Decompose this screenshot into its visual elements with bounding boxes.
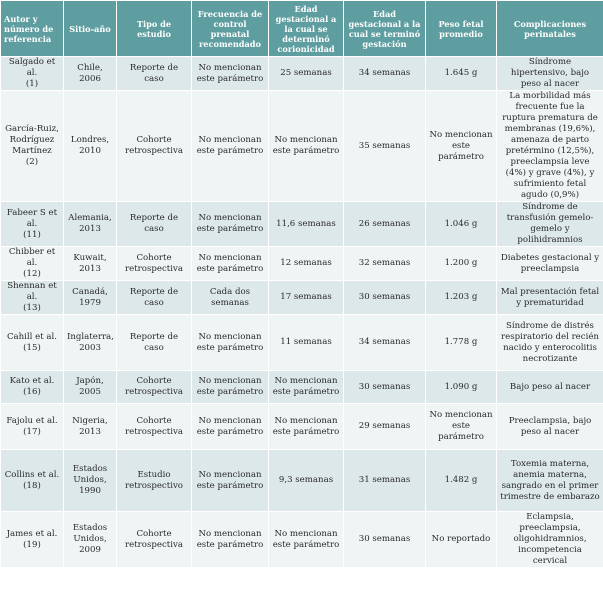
complications-cell: Síndrome de distrés respiratorio del recién nacido y enterocolitis necrotizante [497, 315, 603, 371]
fetal-weight-cell: 1.200 g [426, 247, 497, 281]
table-body [1, 57, 603, 568]
complications-cell: Bajo peso al nacer [497, 371, 603, 404]
termination-age-cell: 34 semanas [344, 315, 426, 371]
chorionicity-age-cell: 17 semanas [269, 281, 344, 315]
reference-number: (18) [23, 480, 41, 491]
complications-cell: Diabetes gestacional y preeclampsia [497, 247, 603, 281]
table-row [1, 247, 603, 281]
termination-age-cell: 35 semanas [344, 91, 426, 202]
chorionicity-age-cell: 11,6 semanas [269, 202, 344, 247]
prenatal-control-cell: No mencionan este parámetro [192, 404, 269, 450]
header-termination-age: Edad gestacional a la cual se terminó gestación [344, 1, 426, 57]
termination-age-cell: 29 semanas [344, 404, 426, 450]
table-row [1, 315, 603, 371]
study-type-cell: Cohorte retrospectiva [117, 512, 192, 568]
reference-number: (2) [25, 157, 39, 167]
termination-age-cell: 30 semanas [344, 371, 426, 404]
study-type-cell: Cohorte retrospectiva [117, 371, 192, 404]
study-type-cell: Reporte de caso [117, 57, 192, 91]
site-cell: Chile, 2006 [64, 57, 117, 91]
site-cell: Nigeria, 2013 [64, 404, 117, 450]
author-cell [1, 247, 64, 281]
fetal-weight-cell: 1.090 g [426, 371, 497, 404]
author-name: Chibber et al. [8, 247, 56, 268]
prenatal-control-cell: No mencionan este parámetro [192, 512, 269, 568]
author-cell [1, 404, 64, 450]
header-fetal-weight: Peso fetal promedio [426, 1, 497, 57]
fetal-weight-cell: 1.778 g [426, 315, 497, 371]
prenatal-control-cell: No mencionan este parámetro [192, 315, 269, 371]
author-name: Shennan et al. [7, 281, 57, 302]
author-name: Collins et al. [4, 469, 60, 480]
reference-number: (1) [25, 79, 39, 89]
chorionicity-age-cell: 12 semanas [269, 247, 344, 281]
chorionicity-age-cell: 11 semanas [269, 315, 344, 371]
table-row [1, 202, 603, 247]
site-cell: Canadá, 1979 [64, 281, 117, 315]
reference-number: (15) [23, 342, 41, 353]
prenatal-control-cell: No mencionan este parámetro [192, 57, 269, 91]
site-cell: Estados Unidos, 2009 [64, 512, 117, 568]
prenatal-control-cell: Cada dos semanas [192, 281, 269, 315]
table-header [1, 1, 603, 57]
reference-number: (19) [23, 539, 41, 550]
fetal-weight-cell: No reportado [426, 512, 497, 568]
prenatal-control-cell: No mencionan este parámetro [192, 247, 269, 281]
reference-number: (13) [23, 303, 41, 313]
fetal-weight-cell: 1.046 g [426, 202, 497, 247]
fetal-weight-cell: 1.203 g [426, 281, 497, 315]
author-cell [1, 281, 64, 315]
termination-age-cell: 31 semanas [344, 450, 426, 512]
author-name: Fabeer S et al. [6, 207, 58, 229]
complications-cell: Toxemia materna, anemia materna, sangrado en el primer trimestre de embarazo [497, 450, 603, 512]
study-type-cell: Reporte de caso [117, 315, 192, 371]
site-cell: Kuwait, 2013 [64, 247, 117, 281]
chorionicity-age-cell: No mencionan este parámetro [269, 404, 344, 450]
header-chorionicity-age: Edad gestacional a la cual se determinó corionicidad [269, 1, 344, 57]
termination-age-cell: 32 semanas [344, 247, 426, 281]
table-row [1, 450, 603, 512]
prenatal-control-cell: No mencionan este parámetro [192, 91, 269, 202]
complications-cell: Síndrome de transfusión gemelo-gemelo y polihidramnios [497, 202, 603, 247]
header-row [1, 1, 603, 57]
fetal-weight-cell: 1.645 g [426, 57, 497, 91]
site-cell: Japón, 2005 [64, 371, 117, 404]
complications-cell: Síndrome hipertensivo, bajo peso al nacer [497, 57, 603, 91]
chorionicity-age-cell: No mencionan este parámetro [269, 91, 344, 202]
reference-number: (12) [23, 269, 41, 279]
prenatal-control-cell: No mencionan este parámetro [192, 202, 269, 247]
termination-age-cell: 30 semanas [344, 512, 426, 568]
header-author: Autor y número de referencia [1, 1, 64, 57]
complications-cell: Eclampsia, preeclampsia, oligohidramnios, incompetencia cervical [497, 512, 603, 568]
author-cell [1, 91, 64, 202]
table-row [1, 91, 603, 202]
table-row [1, 512, 603, 568]
author-cell [1, 371, 64, 404]
fetal-weight-cell: 1.482 g [426, 450, 497, 512]
chorionicity-age-cell: 9,3 semanas [269, 450, 344, 512]
study-type-cell: Cohorte retrospectiva [117, 404, 192, 450]
termination-age-cell: 26 semanas [344, 202, 426, 247]
chorionicity-age-cell: 25 semanas [269, 57, 344, 91]
site-cell: Estados Unidos, 1990 [64, 450, 117, 512]
table-row [1, 404, 603, 450]
complications-cell: La morbilidad más frecuente fue la ruptura prematura de membranas (19,6%), amenaza de parto pretérmino (12,5%), preeclampsia leve (4%) y grave (4%), y sufrimiento fetal agudo (0,9%) [497, 91, 603, 202]
author-name: Salgado et al. [8, 57, 56, 78]
header-complications: Complicaciones perinatales [497, 1, 603, 57]
author-name: Fajolu et al. [6, 415, 58, 426]
prenatal-control-cell: No mencionan este parámetro [192, 450, 269, 512]
author-name: Cahill et al. [6, 331, 58, 342]
author-cell [1, 512, 64, 568]
complications-cell: Mal presentación fetal y prematuridad [497, 281, 603, 315]
author-cell [1, 202, 64, 247]
author-name: James et al. [6, 528, 58, 539]
table-row [1, 371, 603, 404]
fetal-weight-cell: No mencionan este parámetro [426, 91, 497, 202]
fetal-weight-cell: No mencionan este parámetro [426, 404, 497, 450]
header-prenatal-control: Frecuencia de control prenatal recomendado [192, 1, 269, 57]
study-type-cell: Reporte de caso [117, 202, 192, 247]
header-site: Sitio-año [64, 1, 117, 57]
termination-age-cell: 30 semanas [344, 281, 426, 315]
reference-number: (11) [23, 229, 41, 240]
termination-age-cell: 34 semanas [344, 57, 426, 91]
study-type-cell: Reporte de caso [117, 281, 192, 315]
author-cell [1, 57, 64, 91]
table-row [1, 57, 603, 91]
author-name: Kato et al. [9, 376, 55, 386]
chorionicity-age-cell: No mencionan este parámetro [269, 371, 344, 404]
study-type-cell: Cohorte retrospectiva [117, 247, 192, 281]
header-study-type: Tipo de estudio [117, 1, 192, 57]
study-type-cell: Estudio retrospectivo [117, 450, 192, 512]
site-cell: Inglaterra, 2003 [64, 315, 117, 371]
chorionicity-age-cell: No mencionan este parámetro [269, 512, 344, 568]
site-cell: Londres, 2010 [64, 91, 117, 202]
reference-number: (17) [23, 426, 41, 437]
table-row [1, 281, 603, 315]
prenatal-control-cell: No mencionan este parámetro [192, 371, 269, 404]
complications-cell: Preeclampsia, bajo peso al nacer [497, 404, 603, 450]
author-cell [1, 450, 64, 512]
reference-number: (16) [23, 387, 41, 397]
study-type-cell: Cohorte retrospectiva [117, 91, 192, 202]
author-cell [1, 315, 64, 371]
author-name: García-Ruiz, Rodríguez Martínez [5, 124, 59, 156]
site-cell: Alemania, 2013 [64, 202, 117, 247]
